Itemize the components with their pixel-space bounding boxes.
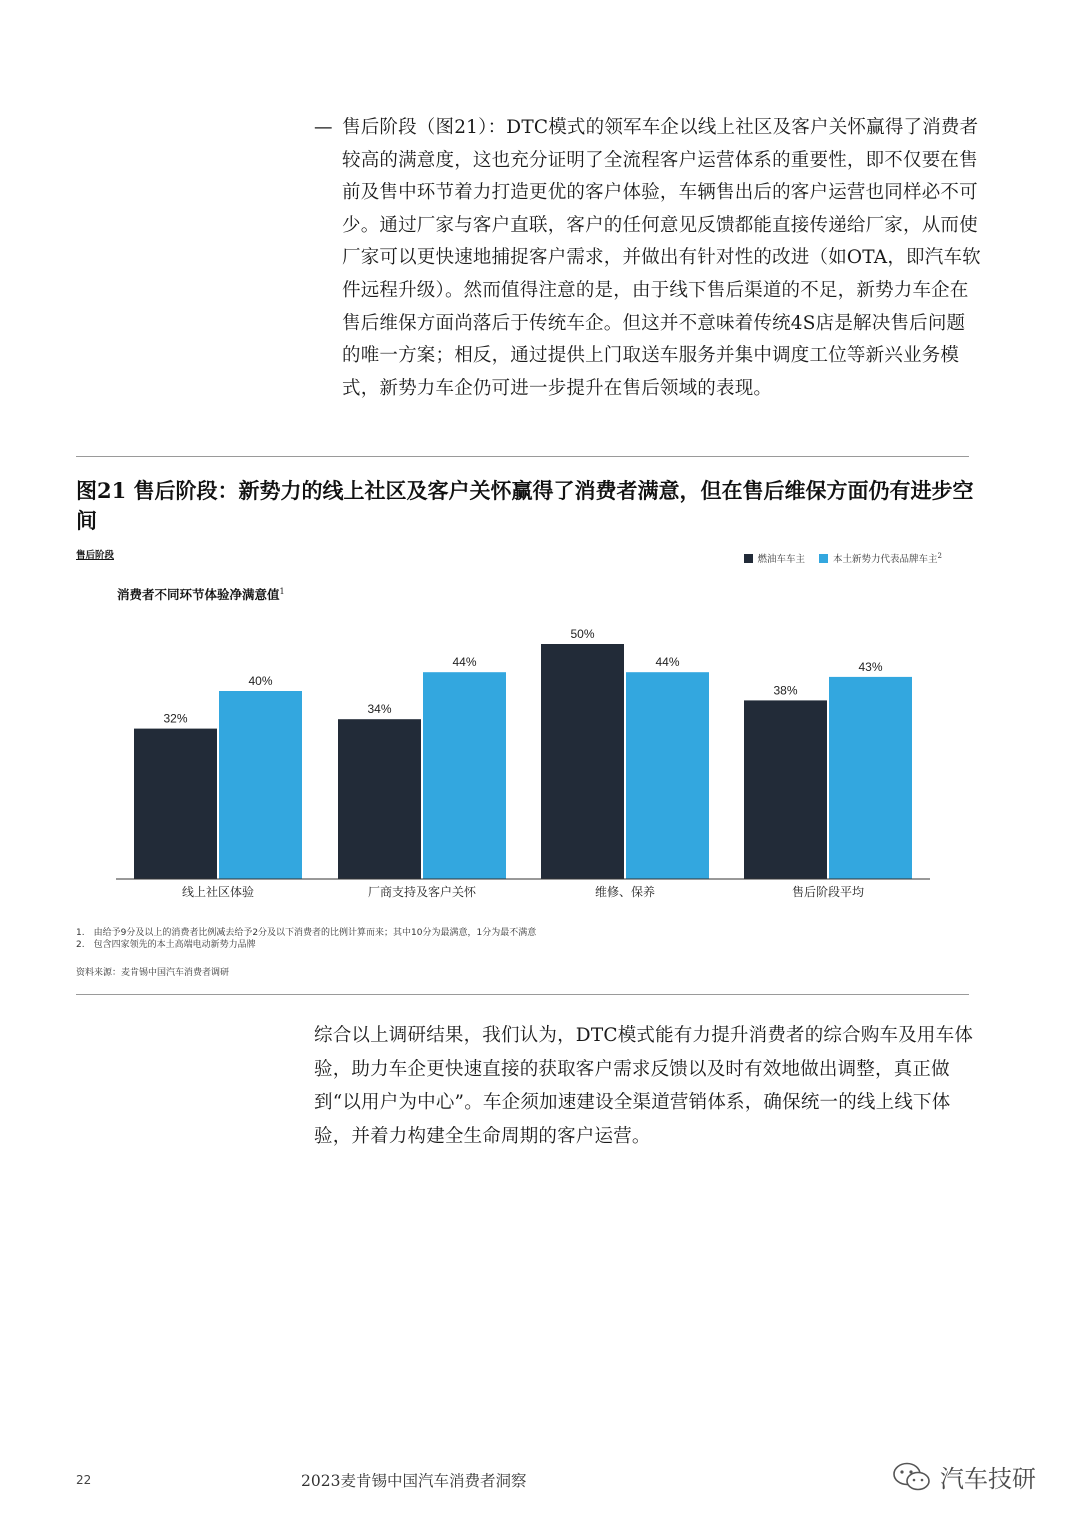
watermark — [892, 1459, 1036, 1494]
category-label-2: 维修、保养 — [594, 885, 656, 899]
figure-bottom-divider — [76, 994, 969, 995]
footnote-2: 2. 包含四家领先的本土高端电动新势力品牌 — [76, 940, 256, 950]
data-label-nev-3: 43% — [858, 659, 883, 674]
data-label-nev-2: 44% — [655, 655, 680, 670]
intro-dash: — — [314, 117, 333, 138]
footnotes — [76, 927, 536, 951]
legend-label-ice: 燃油车车主 — [757, 554, 806, 565]
bar-nev-0 — [219, 691, 302, 879]
section-tag: 售后阶段 — [76, 550, 115, 561]
data-label-ice-1: 34% — [367, 702, 392, 717]
legend-label-nev: 本土新势力代表品牌车主$^2$ — [833, 551, 942, 565]
bar-ice-0 — [134, 729, 217, 879]
data-label-ice-3: 38% — [773, 683, 798, 698]
category-label-0: 线上社区体验 — [181, 885, 255, 899]
watermark-text: 汽车技研 — [940, 1465, 1036, 1493]
bar-nev-2 — [626, 672, 709, 879]
bar-nev-1 — [423, 672, 506, 879]
data-label-ice-2: 50% — [570, 627, 595, 641]
category-label-1: 厂商支持及客户关怀 — [367, 885, 477, 899]
footer-title: 2023麦肯锡中国汽车消费者洞察 — [301, 1472, 527, 1490]
conclusion-paragraph: 综合以上调研结果，我们认为，DTC模式能有力提升消费者的综合购车及用车体验，助力车企更快速直接的获取客户需求反馈以及时有效地做出调整，真正做到“以用户为中心”。车企须加速建设全渠道营销体系，确保统一的线上线下体验，并着力构建全生命周期的客户运营。 — [314, 1025, 974, 1147]
wechat-icon — [892, 1461, 932, 1493]
category-label-3: 售后阶段平均 — [791, 885, 865, 899]
intro-text: 售后阶段（图21）：DTC模式的领军车企以线上社区及客户关怀赢得了消费者较高的满意度，这也充分证明了全流程客户运营体系的重要性，即不仅要在售前及售中环节着力打造更优的客户体验，车辆售出后的客户运营也同样必不可少。通过厂家与客户直联，客户的任何意见反馈都能直接传递给厂家，从而使厂家可以更快速地捕捉客户需求，并做出有针对性的改进（如OTA，即汽车软件远程升级）。然而值得注意的是，由于线下售后渠道的不足，新势力车企在售后维保方面尚落后于传统车企。但这并不意味着传统4S店是解决售后问题的唯一方案；相反，通过提供上门取送车服务并集中调度工位等新兴业务模式，新势力车企仍可进一步提升在售后领域的表现。 — [342, 117, 981, 399]
data-label-ice-0: 32% — [163, 711, 188, 726]
footnote-1: 1. 由给予9分及以上的消费者比例减去给予2分及以下消费者的比例计算而来；其中10分为最满意，1分为最不满意 — [76, 928, 537, 938]
source-note: 资料来源：麦肯锡中国汽车消费者调研 — [76, 968, 230, 978]
bar-nev-3 — [829, 677, 912, 879]
figure-title: 图21 售后阶段：新势力的线上社区及客户关怀赢得了消费者满意，但在售后维保方面仍有进步空间 — [76, 478, 974, 533]
chart-subtitle: 消费者不同环节体验净满意值$^1$ — [117, 586, 285, 602]
bar-ice-2 — [541, 644, 624, 879]
bar-ice-1 — [338, 719, 421, 879]
data-label-nev-1: 44% — [452, 655, 477, 670]
bar-ice-3 — [744, 700, 827, 879]
page-number: 22 — [76, 1473, 92, 1487]
data-label-nev-0: 40% — [248, 674, 273, 688]
